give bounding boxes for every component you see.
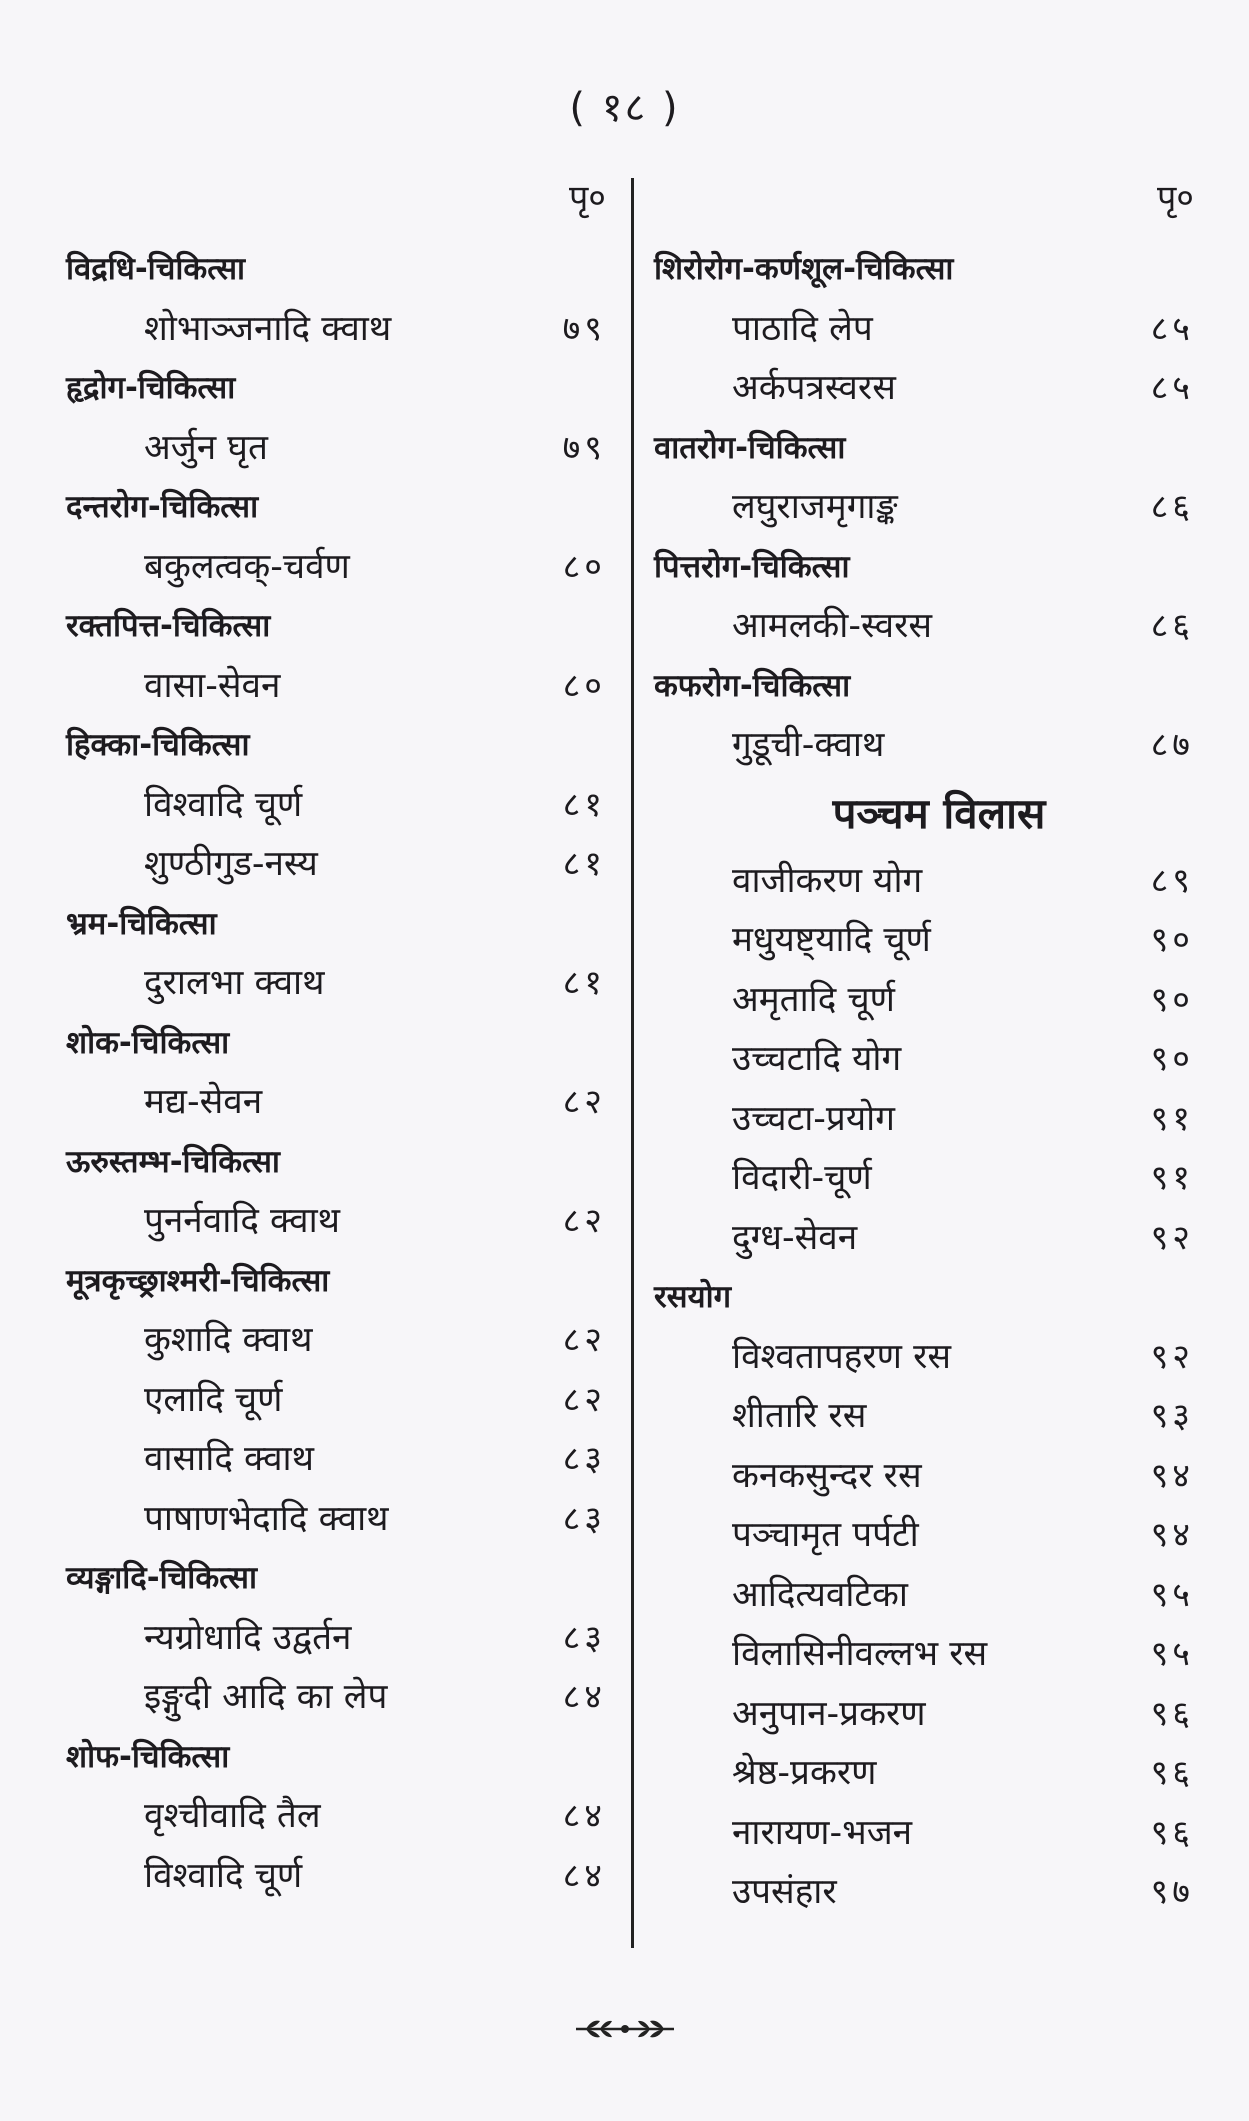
entry-label: आदित्यवटिका (732, 1574, 908, 1615)
page-number: ( १८ ) (569, 85, 680, 131)
toc-heading (66, 1014, 606, 1074)
entry-page-number: ८७ (1150, 725, 1194, 765)
entry-label: दुग्ध-सेवन (732, 1217, 858, 1258)
left-column (66, 170, 606, 1906)
toc-entry (654, 1566, 1194, 1626)
entry-page-number: ८६ (1150, 487, 1194, 527)
entry-page-number: ८६ (1150, 606, 1194, 646)
entry-label: बकुलत्वक्-चर्वण (144, 546, 350, 587)
toc-heading (654, 1268, 1194, 1328)
heading-label: दन्तरोग-चिकित्सा (66, 489, 259, 525)
toc-entry (66, 538, 606, 598)
toc-entry (654, 971, 1194, 1031)
entry-page-number: ८४ (562, 1677, 606, 1717)
toc-entry (654, 597, 1194, 657)
entry-label: इङ्गुदी आदि का लेप (144, 1677, 388, 1717)
heading-label: शिरोरोग-कर्णशूल-चिकित्सा (654, 251, 954, 287)
toc-entry (66, 657, 606, 717)
entry-label: पुनर्नवादि क्वाथ (144, 1201, 340, 1241)
toc-entry (66, 776, 606, 836)
heading-label: शोफ-चिकित्सा (66, 1738, 230, 1775)
entry-label: विश्वतापहरण रस (732, 1336, 952, 1377)
entry-label: दुरालभा क्वाथ (144, 963, 325, 1003)
toc-entry (654, 1030, 1194, 1090)
entry-label: विलासिनीवल्लभ रस (732, 1634, 988, 1674)
toc-entry (654, 716, 1194, 776)
toc-entry (654, 1744, 1194, 1804)
heading-label: शोक-चिकित्सा (66, 1024, 230, 1061)
heading-label: मूत्रकृच्छ्राश्मरी-चिकित्सा (66, 1262, 330, 1299)
entry-page-number: ९६ (1150, 1693, 1194, 1734)
entry-label: वृश्चीवादि तैल (144, 1796, 321, 1836)
entry-page-number: ८५ (1150, 368, 1194, 408)
entry-label: अनुपान-प्रकरण (732, 1693, 926, 1734)
entry-label: विश्वादि चूर्ण (144, 784, 303, 825)
toc-heading (66, 1728, 606, 1788)
entry-page-number: ९० (1150, 1039, 1194, 1079)
entry-label: पाषाणभेदादि क्वाथ (144, 1498, 389, 1539)
heading-label: वातरोग-चिकित्सा (654, 429, 846, 466)
entry-page-number: ८० (562, 546, 606, 587)
toc-entry (654, 1090, 1194, 1150)
toc-entry (66, 1430, 606, 1490)
toc-entry (66, 1787, 606, 1847)
entry-page-number: ८५ (1150, 308, 1194, 349)
toc-entry (654, 1387, 1194, 1447)
heading-label: हृद्रोग-चिकित्सा (66, 370, 236, 406)
entry-page-number: ८१ (562, 844, 606, 884)
toc-heading (654, 240, 1194, 300)
entry-label: शीतारि रस (732, 1396, 867, 1436)
entry-page-number: ८२ (562, 1320, 606, 1360)
entry-page-number: ९० (1150, 920, 1194, 960)
toc-heading (66, 1549, 606, 1609)
entry-label: मधुयष्ट्यादि चूर्ण (732, 920, 931, 960)
toc-entry (654, 1447, 1194, 1507)
toc-heading (66, 359, 606, 419)
entry-page-number: ७९ (562, 427, 606, 468)
section-title: पञ्चम विलास (832, 788, 1046, 838)
entry-page-number: ८३ (562, 1439, 606, 1479)
toc-entry (66, 1668, 606, 1728)
entry-label: नारायण-भजन (732, 1812, 913, 1853)
toc-entry (654, 1506, 1194, 1566)
heading-label: कफरोग-चिकित्सा (654, 667, 851, 704)
left-toc-list (66, 240, 606, 1906)
entry-page-number: ८० (562, 665, 606, 706)
toc-heading (654, 538, 1194, 598)
entry-label: वासादि क्वाथ (144, 1439, 314, 1479)
entry-page-number: ९७ (1150, 1872, 1194, 1912)
toc-entry (66, 1609, 606, 1669)
heading-label: व्यङ्गादि-चिकित्सा (66, 1560, 257, 1596)
entry-label: अमृतादि चूर्ण (732, 979, 895, 1020)
toc-entry (66, 954, 606, 1014)
heading-label: पित्तरोग-चिकित्सा (654, 548, 850, 585)
heading-label: भ्रम-चिकित्सा (66, 905, 217, 942)
entry-label: गुडूची-क्वाथ (732, 725, 885, 765)
toc-entry (66, 1311, 606, 1371)
right-toc-list (654, 240, 1194, 1923)
entry-page-number: ८३ (562, 1498, 606, 1539)
toc-heading (66, 240, 606, 300)
toc-entry (66, 1847, 606, 1907)
toc-entry (654, 1625, 1194, 1685)
entry-page-number: ८४ (562, 1796, 606, 1836)
entry-label: श्रेष्ठ-प्रकरण (732, 1753, 877, 1793)
entry-page-number: ९१ (1150, 1098, 1194, 1139)
entry-page-number: ९२ (1150, 1217, 1194, 1258)
toc-entry (654, 1863, 1194, 1923)
entry-page-number: ८१ (562, 963, 606, 1003)
toc-heading (66, 1133, 606, 1193)
entry-label: वाजीकरण योग (732, 860, 923, 901)
toc-entry (654, 1328, 1194, 1388)
entry-label: मद्य-सेवन (144, 1082, 263, 1122)
entry-page-number: ९४ (1150, 1455, 1194, 1496)
toc-entry (66, 1192, 606, 1252)
entry-page-number: ८३ (562, 1617, 606, 1658)
heading-label: विद्रधि-चिकित्सा (66, 251, 246, 287)
toc-entry (654, 911, 1194, 971)
entry-label: उपसंहार (732, 1872, 837, 1912)
entry-label: वासा-सेवन (144, 665, 281, 706)
entry-page-number: ९० (1150, 979, 1194, 1020)
toc-entry (654, 1209, 1194, 1269)
toc-entry (654, 1685, 1194, 1745)
entry-label: आमलकी-स्वरस (732, 606, 933, 646)
toc-entry (654, 852, 1194, 912)
entry-label: विदारी-चूर्ण (732, 1158, 872, 1198)
toc-heading (66, 478, 606, 538)
column-divider (631, 178, 634, 1948)
entry-label: उच्चटादि योग (732, 1039, 902, 1079)
entry-label: एलादि चूर्ण (144, 1379, 283, 1420)
entry-page-number: ८१ (562, 784, 606, 825)
entry-page-number: ९५ (1150, 1574, 1194, 1615)
entry-label: विश्वादि चूर्ण (144, 1855, 303, 1896)
floral-ornament-icon (574, 2012, 676, 2046)
entry-label: शोभाञ्जनादि क्वाथ (144, 308, 392, 349)
entry-label: कनकसुन्दर रस (732, 1455, 922, 1496)
toc-entry (654, 1804, 1194, 1864)
heading-label: रसयोग (654, 1279, 732, 1315)
entry-page-number: ९६ (1150, 1753, 1194, 1793)
entry-label: लघुराजमृगाङ्क (732, 487, 898, 527)
heading-label: रक्तपित्त-चिकित्सा (66, 608, 271, 644)
entry-label: कुशादि क्वाथ (144, 1320, 313, 1360)
entry-page-number: ८२ (562, 1201, 606, 1241)
entry-label: अर्कपत्रस्वरस (732, 368, 896, 408)
entry-page-number: ९१ (1150, 1158, 1194, 1198)
right-column (654, 170, 1194, 1923)
toc-heading (66, 895, 606, 955)
toc-heading (66, 1252, 606, 1312)
entry-page-number: ७९ (562, 308, 606, 349)
page-column-header: पृ० (1157, 178, 1194, 218)
entry-page-number: ९५ (1150, 1634, 1194, 1674)
toc-entry (654, 300, 1194, 360)
entry-label: शुण्ठीगुड-नस्य (144, 844, 318, 884)
toc-entry (654, 478, 1194, 538)
toc-entry (66, 419, 606, 479)
entry-page-number: ८९ (1150, 860, 1194, 901)
toc-entry (66, 1490, 606, 1550)
toc-heading (66, 716, 606, 776)
toc-entry (66, 1371, 606, 1431)
entry-label: न्यग्रोधादि उद्वर्तन (144, 1617, 352, 1658)
toc-entry (66, 300, 606, 360)
toc-entry (66, 835, 606, 895)
entry-page-number: ९२ (1150, 1336, 1194, 1377)
entry-page-number: ९४ (1150, 1515, 1194, 1555)
entry-page-number: ९३ (1150, 1396, 1194, 1436)
entry-label: पाठादि लेप (732, 308, 873, 349)
toc-entry (66, 1073, 606, 1133)
toc-entry (654, 359, 1194, 419)
toc-heading (654, 419, 1194, 479)
toc-entry (654, 1149, 1194, 1209)
entry-label: अर्जुन घृत (144, 427, 268, 468)
page-column-header: पृ० (569, 178, 606, 218)
entry-page-number: ९६ (1150, 1812, 1194, 1853)
entry-page-number: ८२ (562, 1379, 606, 1420)
entry-page-number: ८४ (562, 1855, 606, 1896)
toc-heading (66, 597, 606, 657)
toc-heading (654, 657, 1194, 717)
entry-label: उच्चटा-प्रयोग (732, 1098, 895, 1139)
entry-label: पञ्चामृत पर्पटी (732, 1515, 919, 1555)
heading-label: ऊरुस्तम्भ-चिकित्सा (66, 1143, 280, 1180)
heading-label: हिक्का-चिकित्सा (66, 727, 250, 763)
entry-page-number: ८२ (562, 1082, 606, 1122)
